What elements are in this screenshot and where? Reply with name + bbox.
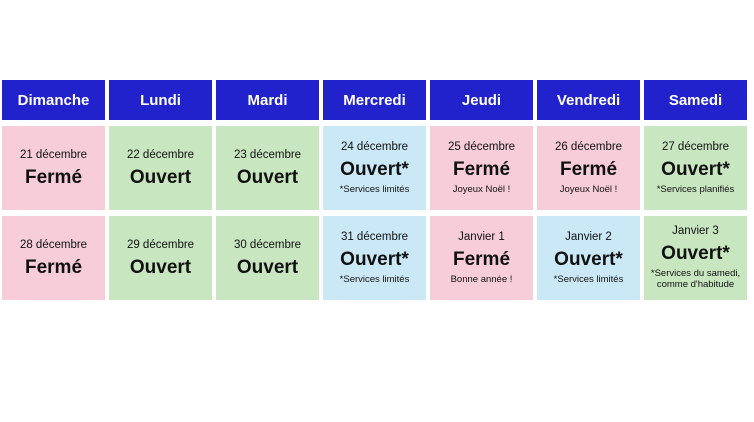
calendar-day-cell (430, 216, 533, 300)
day-date: Janvier 1 (458, 230, 505, 243)
calendar-day-cell (644, 216, 747, 300)
day-status: Fermé (24, 166, 83, 188)
day-date: 26 décembre (554, 140, 623, 153)
header-day-label: Lundi (140, 91, 181, 109)
header-day-wednesday (323, 80, 426, 120)
calendar-day-cell (323, 126, 426, 210)
day-note: *Services planifiés (656, 183, 735, 195)
header-day-saturday (644, 80, 747, 120)
header-day-tuesday (216, 80, 319, 120)
day-status: Ouvert* (340, 158, 409, 180)
calendar-day-cell (109, 216, 212, 300)
header-day-thursday (430, 80, 533, 120)
day-status: Ouvert* (340, 248, 409, 270)
header-day-sunday (2, 80, 105, 120)
calendar-week-row-1 (2, 126, 752, 210)
calendar-week-row-2 (2, 216, 752, 300)
day-status: Ouvert* (661, 242, 730, 264)
header-day-friday (537, 80, 640, 120)
day-date: 21 décembre (19, 148, 88, 161)
day-date: Janvier 2 (565, 230, 612, 243)
header-day-label: Mercredi (343, 91, 406, 109)
calendar-day-cell (2, 216, 105, 300)
day-status: Ouvert (236, 256, 299, 278)
day-status: Ouvert* (661, 158, 730, 180)
day-date: 25 décembre (447, 140, 516, 153)
header-day-label: Vendredi (556, 91, 621, 109)
day-date: 24 décembre (340, 140, 409, 153)
day-note: Joyeux Noël ! (452, 183, 511, 195)
day-date: 27 décembre (661, 140, 730, 153)
day-note: Bonne année ! (450, 273, 513, 285)
calendar-day-cell (216, 216, 319, 300)
calendar-header-row (2, 80, 752, 120)
calendar-day-cell (644, 126, 747, 210)
day-status: Fermé (559, 158, 618, 180)
calendar-day-cell (323, 216, 426, 300)
day-note: Joyeux Noël ! (559, 183, 618, 195)
calendar-day-cell (537, 126, 640, 210)
header-day-label: Jeudi (461, 91, 502, 109)
calendar-day-cell (537, 216, 640, 300)
day-note: *Services du samedi, comme d'habitude (650, 267, 741, 291)
holiday-hours-calendar (2, 80, 752, 300)
header-day-label: Dimanche (17, 91, 90, 109)
day-status: Fermé (452, 158, 511, 180)
day-status: Ouvert (236, 166, 299, 188)
calendar-day-cell (2, 126, 105, 210)
day-note: *Services limités (553, 273, 624, 285)
day-date: 30 décembre (233, 238, 302, 251)
calendar-day-cell (430, 126, 533, 210)
header-day-label: Mardi (247, 91, 288, 109)
day-note: *Services limités (339, 273, 410, 285)
day-status: Ouvert (129, 256, 192, 278)
calendar-day-cell (216, 126, 319, 210)
day-date: 28 décembre (19, 238, 88, 251)
day-date: 22 décembre (126, 148, 195, 161)
day-note: *Services limités (339, 183, 410, 195)
calendar-day-cell (109, 126, 212, 210)
day-date: Janvier 3 (672, 224, 719, 237)
day-status: Fermé (24, 256, 83, 278)
day-status: Ouvert* (554, 248, 623, 270)
header-day-label: Samedi (668, 91, 723, 109)
day-date: 31 décembre (340, 230, 409, 243)
day-status: Fermé (452, 248, 511, 270)
day-status: Ouvert (129, 166, 192, 188)
header-day-monday (109, 80, 212, 120)
day-date: 23 décembre (233, 148, 302, 161)
day-date: 29 décembre (126, 238, 195, 251)
